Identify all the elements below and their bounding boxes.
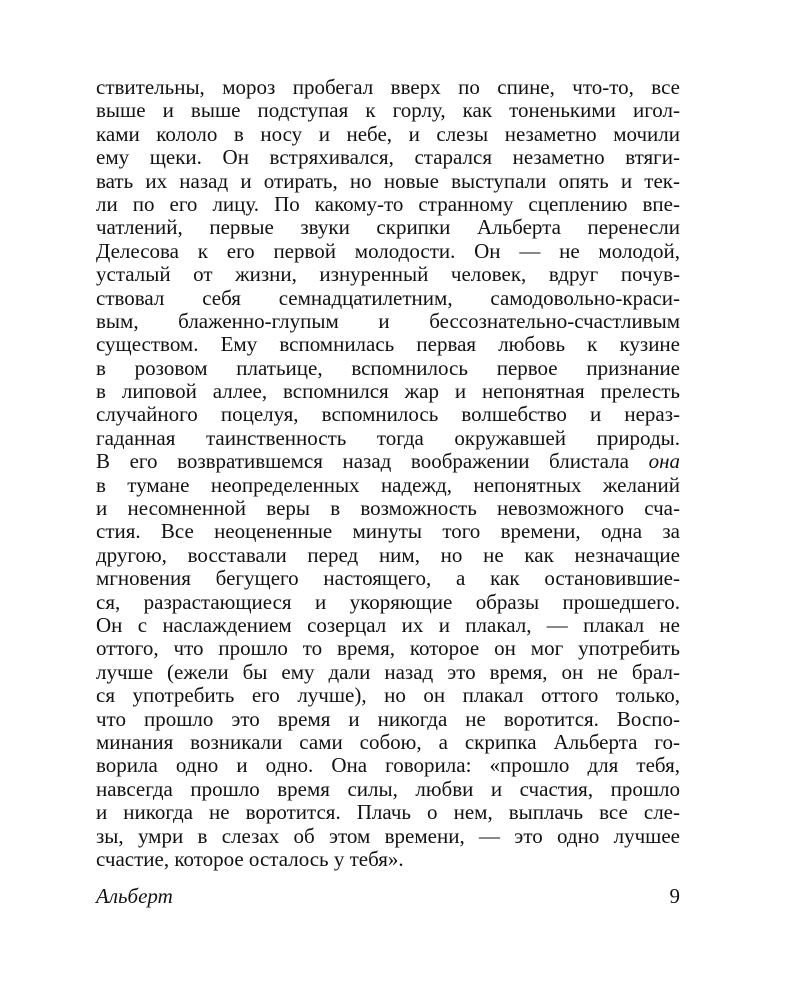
emphasized-word: она bbox=[648, 449, 680, 474]
text-line: вать их назад и отирать, но новые выступали опять и тек- bbox=[96, 168, 680, 193]
text-line: зы, умри в слезах об этом времени, — это одно лучшее bbox=[96, 823, 680, 848]
text-line: случайного поцелуя, вспомнилось волшебство и нераз- bbox=[96, 402, 680, 427]
page-number: 9 bbox=[669, 884, 680, 908]
text-line: ствительны, мороз пробегал вверх по спине, что-то, все bbox=[96, 75, 680, 99]
text-line: в тумане неопределенных надежд, непонятных желаний bbox=[96, 472, 680, 497]
text-line: существом. Ему вспомнилась первая любовь к кузине bbox=[96, 332, 680, 357]
text-line: Делесова к его первой молодости. Он — не молодой, bbox=[96, 238, 680, 263]
text-line: выше и выше подступая к горлу, как тоненькими игол- bbox=[96, 98, 680, 123]
text-line: другою, восставали перед ним, но не как незначащие bbox=[96, 542, 680, 567]
text-line: оттого, что прошло то время, которое он мог употребить bbox=[96, 636, 680, 661]
text-line: Он с наслаждением созерцал их и плакал, — плакал не bbox=[96, 612, 680, 637]
text-line: ками кололо в носу и небе, и слезы незаметно мочили bbox=[96, 121, 680, 146]
text-line: в розовом платьице, вспомнилось первое признание bbox=[96, 355, 680, 380]
text-segment: В его возвратившемся назад воображении блистала bbox=[96, 449, 649, 474]
text-line: и несомненной веры в возможность невозможного сча- bbox=[96, 496, 680, 521]
text-line: мгновения бегущего настоящего, а как остановившие- bbox=[96, 566, 680, 591]
text-line: стия. Все неоцененные минуты того времени, одна за bbox=[96, 519, 680, 544]
text-line-last: счастие, которое осталось у тебя». bbox=[96, 846, 404, 871]
text-line: минания возникали сами собою, а скрипка Альберта го- bbox=[96, 729, 680, 754]
text-line: чатлений, первые звуки скрипки Альберта перенесли bbox=[96, 215, 680, 240]
text-line: гаданная таинственность тогда окружавшей природы. bbox=[96, 425, 680, 450]
text-line: что прошло это время и никогда не воротится. Воспо- bbox=[96, 706, 680, 731]
running-title: Альберт bbox=[96, 884, 173, 908]
text-line: вым, блаженно-глупым и бессознательно-счастливым bbox=[96, 308, 680, 333]
text-line: усталый от жизни, изнуренный человек, вдруг почув- bbox=[96, 262, 680, 287]
text-line: ся, разрастающиеся и укоряющие образы прошедшего. bbox=[96, 589, 680, 614]
text-line: ствовал себя семнадцатилетним, самодовольно-краси- bbox=[96, 285, 680, 310]
text-line: и никогда не воротится. Плачь о нем, выплачь все сле- bbox=[96, 800, 680, 825]
text-line: ворила одно и одно. Она говорила: «прошло для тебя, bbox=[96, 753, 680, 778]
text-line: ся употребить его лучше), но он плакал оттого только, bbox=[96, 683, 680, 708]
text-line: лучше (ежели бы ему дали назад это время, он не брал- bbox=[96, 659, 680, 684]
body-text bbox=[96, 76, 680, 871]
text-line: ему щеки. Он встряхивался, старался незаметно втяги- bbox=[96, 145, 680, 170]
text-line: навсегда прошло время силы, любви и счастия, прошло bbox=[96, 776, 680, 801]
text-line-with-emphasis bbox=[96, 450, 680, 473]
text-line: в липовой аллее, вспомнился жар и непонятная прелесть bbox=[96, 379, 680, 404]
page-footer bbox=[96, 884, 680, 910]
text-line: ли по его лицу. По какому-то странному сцеплению впе- bbox=[96, 191, 680, 216]
